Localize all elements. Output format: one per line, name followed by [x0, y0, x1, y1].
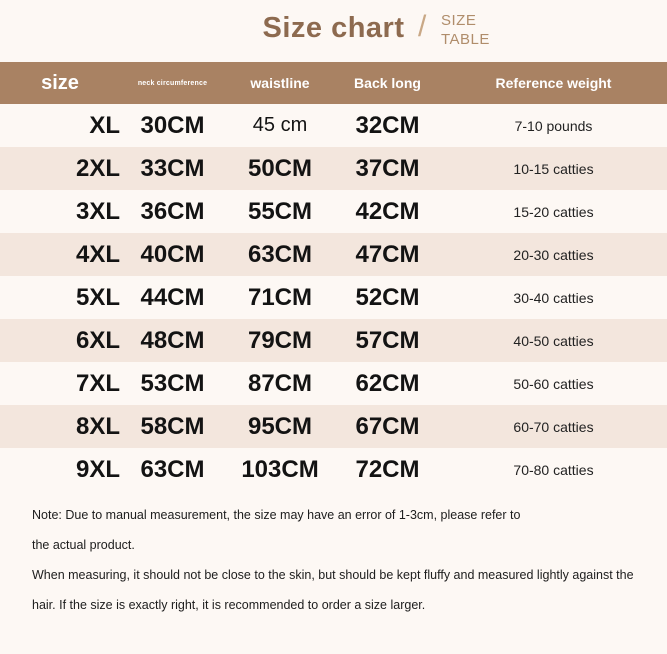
table-row: [0, 405, 667, 448]
column-header-neck: neck circumference: [137, 79, 208, 87]
cell-size: XL: [89, 111, 120, 139]
cell-back-long: 37CM: [355, 154, 420, 182]
cell-neck: 58CM: [140, 412, 205, 440]
cell-back-long: 47CM: [355, 240, 420, 268]
title-subtitle-line2: TABLE: [441, 31, 490, 48]
cell-neck: 40CM: [140, 240, 205, 268]
table-header-row: [0, 62, 667, 104]
note-line-3: When measuring, it should not be close to the skin, but should be kept fluffy and measured lightly against the: [32, 568, 634, 582]
title-bar: [0, 0, 667, 62]
column-header-waistline: waistline: [250, 75, 310, 91]
cell-back-long: 52CM: [355, 283, 420, 311]
cell-neck: 33CM: [140, 154, 205, 182]
column-header-back-long: Back long: [354, 75, 421, 91]
note-line-4: hair. If the size is exactly right, it is recommended to order a size larger.: [32, 598, 426, 612]
cell-reference-weight: 20-30 catties: [513, 246, 594, 263]
cell-reference-weight: 70-80 catties: [513, 461, 594, 478]
table-body: [0, 104, 667, 491]
table-row: [0, 190, 667, 233]
table-row: [0, 448, 667, 491]
table-row: [0, 319, 667, 362]
cell-reference-weight: 50-60 catties: [513, 375, 594, 392]
page-title: Size chart: [262, 12, 405, 44]
cell-waistline: 55CM: [247, 197, 313, 225]
cell-reference-weight: 15-20 catties: [513, 203, 594, 220]
cell-neck: 30CM: [140, 111, 205, 139]
cell-reference-weight: 30-40 catties: [513, 289, 594, 306]
cell-back-long: 32CM: [355, 111, 420, 139]
cell-reference-weight: 7-10 pounds: [514, 117, 593, 134]
cell-waistline: 79CM: [247, 326, 313, 354]
title-subtitle-line1: SIZE: [441, 12, 477, 29]
cell-waistline: 87CM: [247, 369, 313, 397]
cell-size: 7XL: [75, 369, 120, 397]
cell-back-long: 57CM: [355, 326, 420, 354]
size-table: [0, 62, 667, 491]
cell-neck: 53CM: [140, 369, 205, 397]
table-row: [0, 362, 667, 405]
table-row: [0, 104, 667, 147]
cell-waistline: 45 cm: [252, 114, 308, 136]
cell-waistline: 103CM: [241, 455, 319, 483]
table-row: [0, 276, 667, 319]
cell-reference-weight: 10-15 catties: [513, 160, 594, 177]
column-header-size: size: [41, 71, 79, 94]
cell-reference-weight: 60-70 catties: [513, 418, 594, 435]
cell-back-long: 67CM: [355, 412, 420, 440]
cell-size: 8XL: [75, 412, 120, 440]
cell-size: 9XL: [75, 455, 120, 483]
cell-size: 2XL: [75, 154, 120, 182]
cell-waistline: 50CM: [247, 154, 313, 182]
column-header-reference-weight: Reference weight: [495, 75, 612, 91]
title-divider: /: [418, 10, 427, 43]
cell-back-long: 42CM: [355, 197, 420, 225]
cell-neck: 44CM: [140, 283, 205, 311]
cell-size: 6XL: [75, 326, 120, 354]
table-row: [0, 233, 667, 276]
table-header: [0, 62, 667, 104]
cell-waistline: 63CM: [247, 240, 313, 268]
cell-size: 3XL: [75, 197, 120, 225]
cell-back-long: 72CM: [355, 455, 420, 483]
note-line-2: the actual product.: [32, 538, 135, 552]
note-line-1: Note: Due to manual measurement, the size may have an error of 1-3cm, please refer to: [32, 508, 521, 522]
notes-section: [0, 491, 667, 614]
title-subtitle: [441, 11, 490, 49]
cell-back-long: 62CM: [355, 369, 420, 397]
cell-waistline: 71CM: [247, 283, 313, 311]
cell-waistline: 95CM: [247, 412, 313, 440]
cell-reference-weight: 40-50 catties: [513, 332, 594, 349]
cell-size: 5XL: [75, 283, 120, 311]
cell-neck: 63CM: [140, 455, 205, 483]
table-row: [0, 147, 667, 190]
cell-neck: 48CM: [140, 326, 205, 354]
cell-neck: 36CM: [140, 197, 205, 225]
cell-size: 4XL: [75, 240, 120, 268]
